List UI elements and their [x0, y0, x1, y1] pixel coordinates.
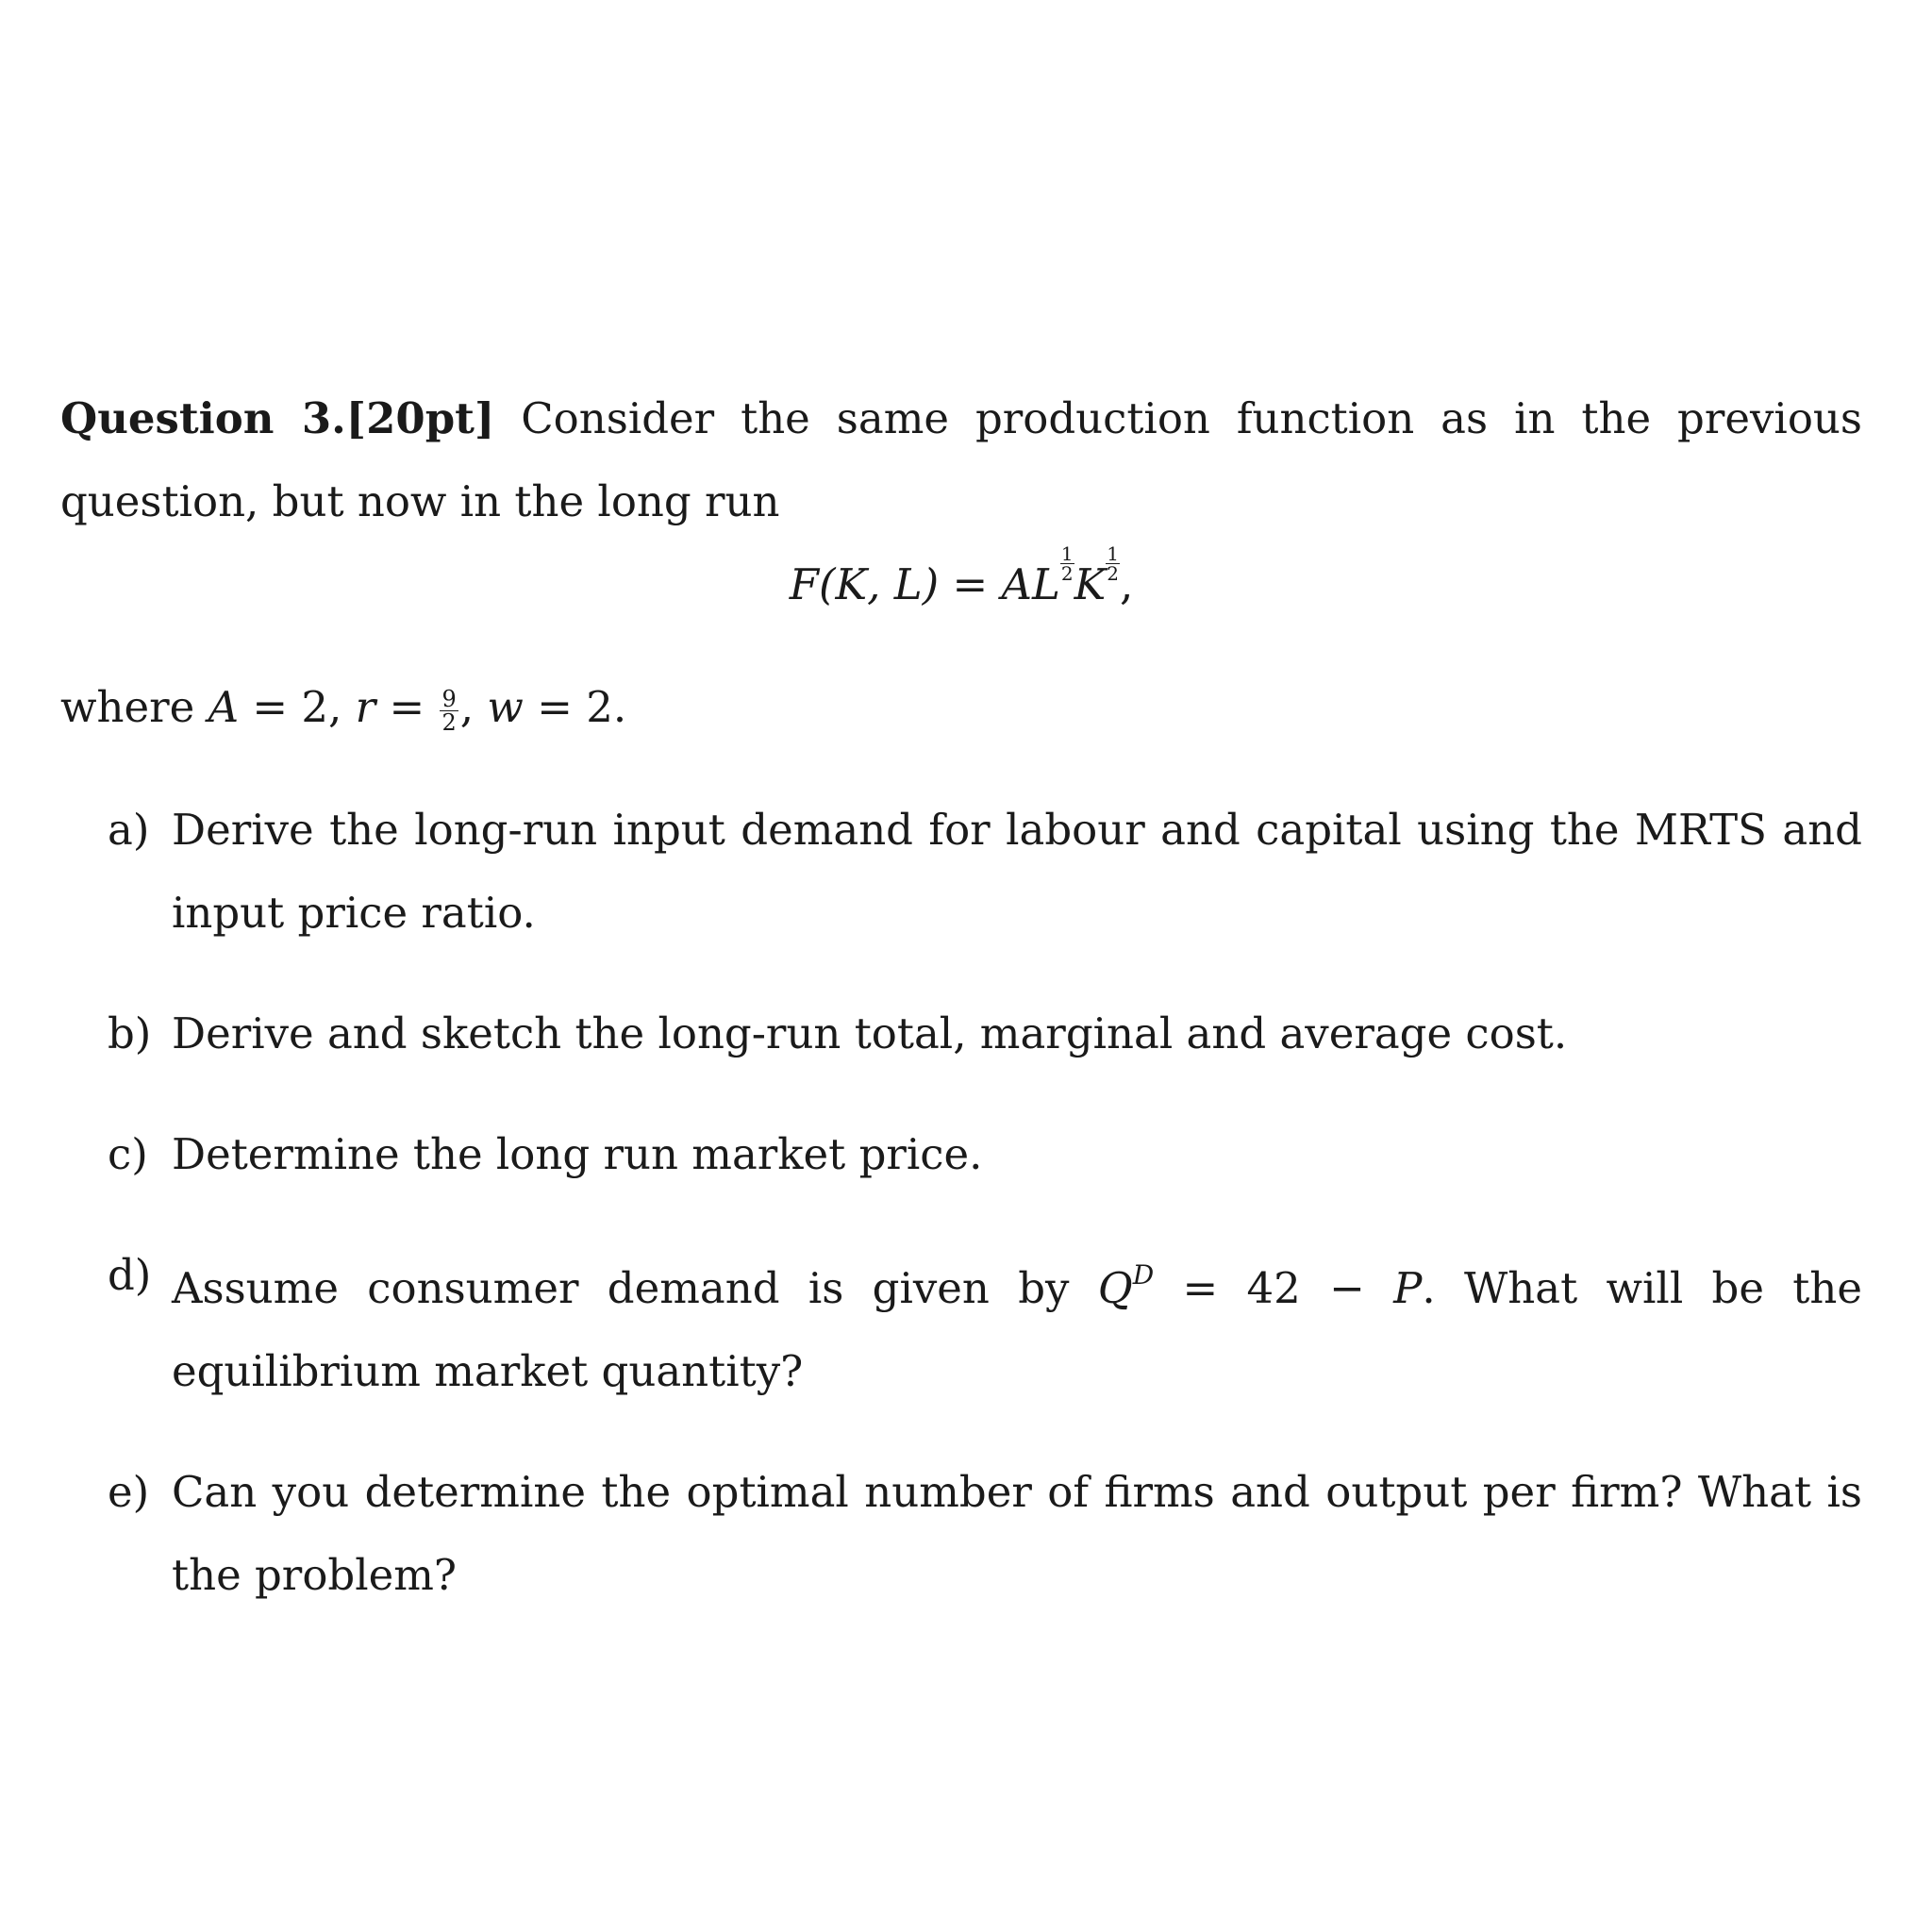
item-marker: b)	[108, 1008, 152, 1058]
demand-p-var: P	[1393, 1263, 1423, 1313]
sub-question-c	[60, 1113, 1862, 1196]
demand-q-var: Q	[1097, 1263, 1133, 1313]
question-intro-text: Consider the same production function as in the previous question, but now in the long run	[60, 393, 1862, 526]
sub-question-b	[60, 992, 1862, 1075]
param-r-var: r	[355, 682, 376, 732]
eq-exponent-k: $\frac{1}{2}$	[1107, 542, 1119, 585]
item-marker: c)	[108, 1129, 148, 1179]
sub-question-list	[60, 789, 1862, 1617]
item-text: Derive and sketch the long-run total, marginal and average cost.	[172, 1008, 1568, 1058]
item-marker: d)	[108, 1250, 152, 1300]
eq-var-a: A	[1001, 559, 1032, 609]
param-sep: ,	[459, 682, 488, 732]
production-function-equation	[60, 543, 1862, 626]
demand-eq-mid: = 42 −	[1154, 1263, 1394, 1313]
eq-func-name: F	[789, 559, 819, 609]
param-r-eq: =	[375, 682, 439, 732]
demand-q-superscript: D	[1132, 1259, 1155, 1291]
eq-equals: =	[939, 559, 1002, 609]
eq-var-l: L	[1032, 559, 1060, 609]
param-a-val: = 2,	[239, 682, 356, 732]
param-w-var: w	[487, 682, 524, 732]
sub-question-e	[60, 1451, 1862, 1617]
param-r-fraction: $\frac{9}{2}$	[441, 686, 457, 736]
sub-question-d	[60, 1234, 1862, 1413]
where-prefix: where	[60, 682, 208, 732]
question-heading: Question 3.[20pt]	[60, 393, 495, 443]
item-marker: a)	[108, 805, 150, 855]
question-intro-paragraph	[60, 377, 1862, 543]
item-text: Derive the long-run input demand for labour and capital using the MRTS and input price ratio.	[172, 805, 1862, 938]
item-text-before: Assume consumer demand is given by	[172, 1263, 1098, 1313]
param-w-val: = 2.	[523, 682, 627, 732]
eq-var-k: K	[1074, 559, 1107, 609]
eq-func-args: (K, L)	[818, 559, 940, 609]
item-marker: e)	[108, 1467, 150, 1517]
item-text: Can you determine the optimal number of firms and output per firm? What is the problem?	[172, 1467, 1862, 1600]
param-a-var: A	[208, 682, 240, 732]
eq-exponent-l: $\frac{1}{2}$	[1060, 542, 1074, 585]
item-text: Determine the long run market price.	[172, 1129, 983, 1179]
eq-trailing: ,	[1119, 559, 1134, 609]
question-document	[60, 377, 1862, 1655]
sub-question-a	[60, 789, 1862, 955]
parameter-values	[60, 666, 1862, 749]
item-text-after: . What will be the equilibrium market quantity?	[172, 1263, 1862, 1396]
